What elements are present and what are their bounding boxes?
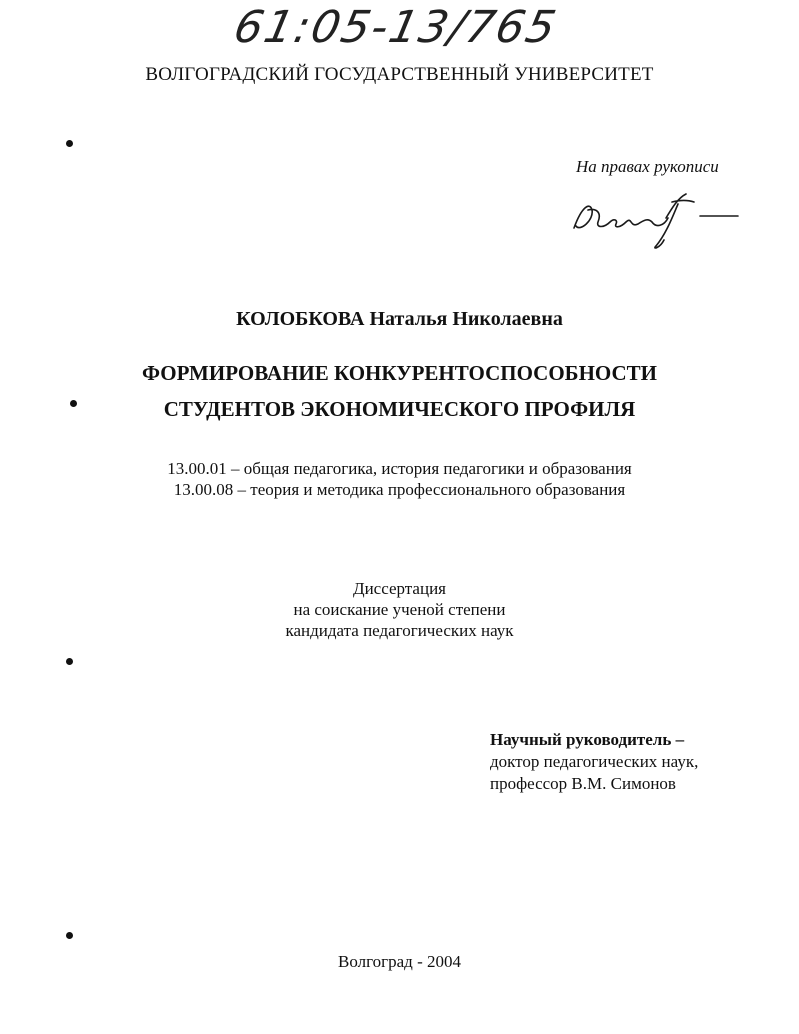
specialty-codes [0,458,799,500]
binding-hole-mark [70,400,77,407]
binding-hole-mark [66,140,73,147]
supervisor-name: профессор В.М. Симонов [490,774,676,793]
dissertation-line-3: кандидата педагогических наук [285,621,514,640]
specialty-line-2: 13.00.08 – теория и методика профессионального образования [173,480,626,499]
scientific-supervisor [490,729,698,795]
dissertation-degree [0,578,799,641]
archive-number: 61:05-13/765 [229,2,562,53]
specialty-line-1: 13.00.01 – общая педагогика, история педагогики и образования [167,459,632,478]
title-line-2: СТУДЕНТОВ ЭКОНОМИЧЕСКОГО ПРОФИЛЯ [163,397,636,421]
university-name: ВОЛГОГРАДСКИЙ ГОСУДАРСТВЕННЫЙ УНИВЕРСИТЕТ [145,64,654,85]
dissertation-line-2: на соискание ученой степени [293,600,506,619]
manuscript-rights-note: На правах рукописи [576,157,719,176]
author-name: КОЛОБКОВА Наталья Николаевна [236,308,563,330]
city-year: Волгоград - 2004 [338,952,461,971]
dissertation-line-1: Диссертация [352,579,446,598]
author-signature [568,188,748,258]
supervisor-label: Научный руководитель – [490,730,685,749]
dissertation-title [0,355,799,427]
title-line-1: ФОРМИРОВАНИЕ КОНКУРЕНТОСПОСОБНОСТИ [141,361,657,385]
binding-hole-mark [66,932,73,939]
binding-hole-mark [66,658,73,665]
supervisor-degree: доктор педагогических наук, [490,752,699,771]
